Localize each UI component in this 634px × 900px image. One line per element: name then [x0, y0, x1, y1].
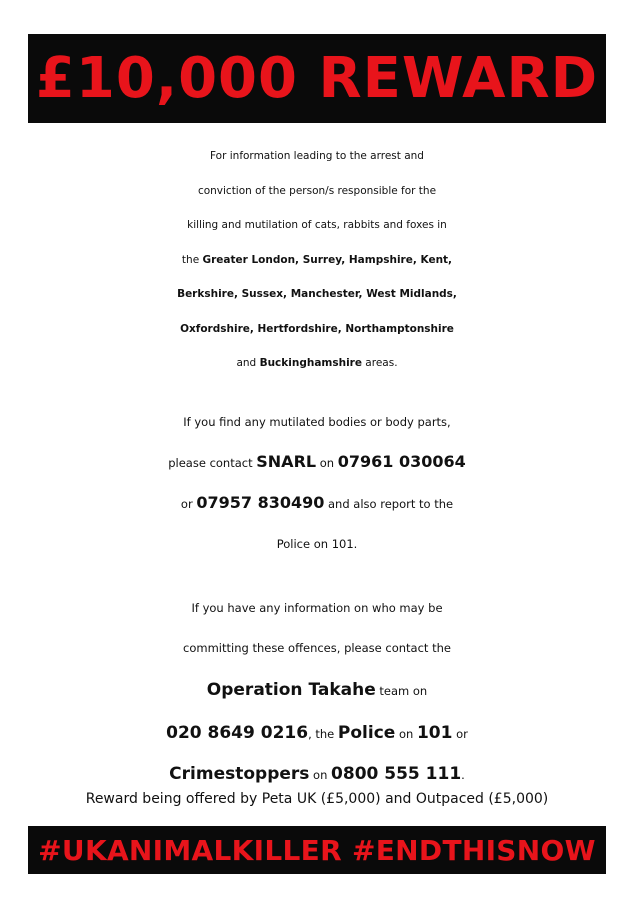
p1-line7-suffix: areas.	[361, 357, 398, 369]
on-1: on	[395, 727, 417, 741]
p1-line5-areas: Berkshire, Sussex, Manchester, West Midlands,	[177, 288, 457, 300]
on-2: on	[309, 768, 332, 782]
reward-banner	[28, 34, 606, 123]
report-paragraph	[0, 588, 634, 795]
reward-sponsors-note: Reward being offered by Peta UK (£5,000) and Outpaced (£5,000)	[85, 791, 549, 807]
contact-paragraph	[0, 402, 634, 564]
p2-line1: If you find any mutilated bodies or body parts,	[183, 415, 451, 429]
team-suffix: team on	[375, 684, 428, 698]
p3-line2: committing these offences, please contact the	[183, 641, 451, 655]
team-phone: 020 8649 0216	[166, 723, 309, 743]
crimestoppers-label: Crimestoppers	[169, 764, 310, 784]
hashtags: #UKANIMALKILLER #ENDTHISNOW	[38, 833, 596, 867]
end-period: .	[461, 768, 465, 782]
snarl-phone-2: 07957 830490	[196, 493, 325, 512]
p1-line4-prefix: the	[181, 253, 203, 266]
p2-line3-suffix: and also report to the	[324, 497, 454, 511]
sep-the: , the	[308, 727, 338, 741]
police-number: 101	[416, 723, 453, 743]
p3-line1: If you have any information on who may be	[191, 601, 443, 615]
snarl-org: SNARL	[256, 452, 317, 471]
p1-line2: conviction of the person/s responsible for the	[197, 184, 437, 197]
crimestoppers-number: 0800 555 111	[331, 764, 462, 784]
p2-line4: Police on 101.	[276, 537, 358, 551]
reward-title: £10,000 REWARD	[35, 46, 599, 111]
operation-team: Operation Takahe	[206, 680, 376, 700]
p1-line4-areas: Greater London, Surrey, Hampshire, Kent,	[202, 253, 453, 266]
p2-line3-prefix: or	[180, 497, 197, 511]
p1-line7-area: Buckinghamshire	[259, 357, 362, 369]
p1-line6-areas: Oxfordshire, Hertfordshire, Northamptonshire	[180, 322, 454, 335]
p1-line7-prefix: and	[236, 357, 260, 369]
info-paragraph	[0, 139, 634, 381]
p2-line2-mid: on	[316, 456, 338, 470]
p1-line3: killing and mutilation of cats, rabbits and foxes in	[187, 219, 447, 231]
p1-line1: For information leading to the arrest and	[210, 150, 424, 162]
snarl-phone-1: 07961 030064	[337, 452, 466, 471]
p2-line2-prefix: please contact	[168, 456, 257, 470]
or-word: or	[452, 727, 468, 741]
hashtag-banner	[28, 826, 606, 874]
police-label: Police	[337, 723, 396, 743]
